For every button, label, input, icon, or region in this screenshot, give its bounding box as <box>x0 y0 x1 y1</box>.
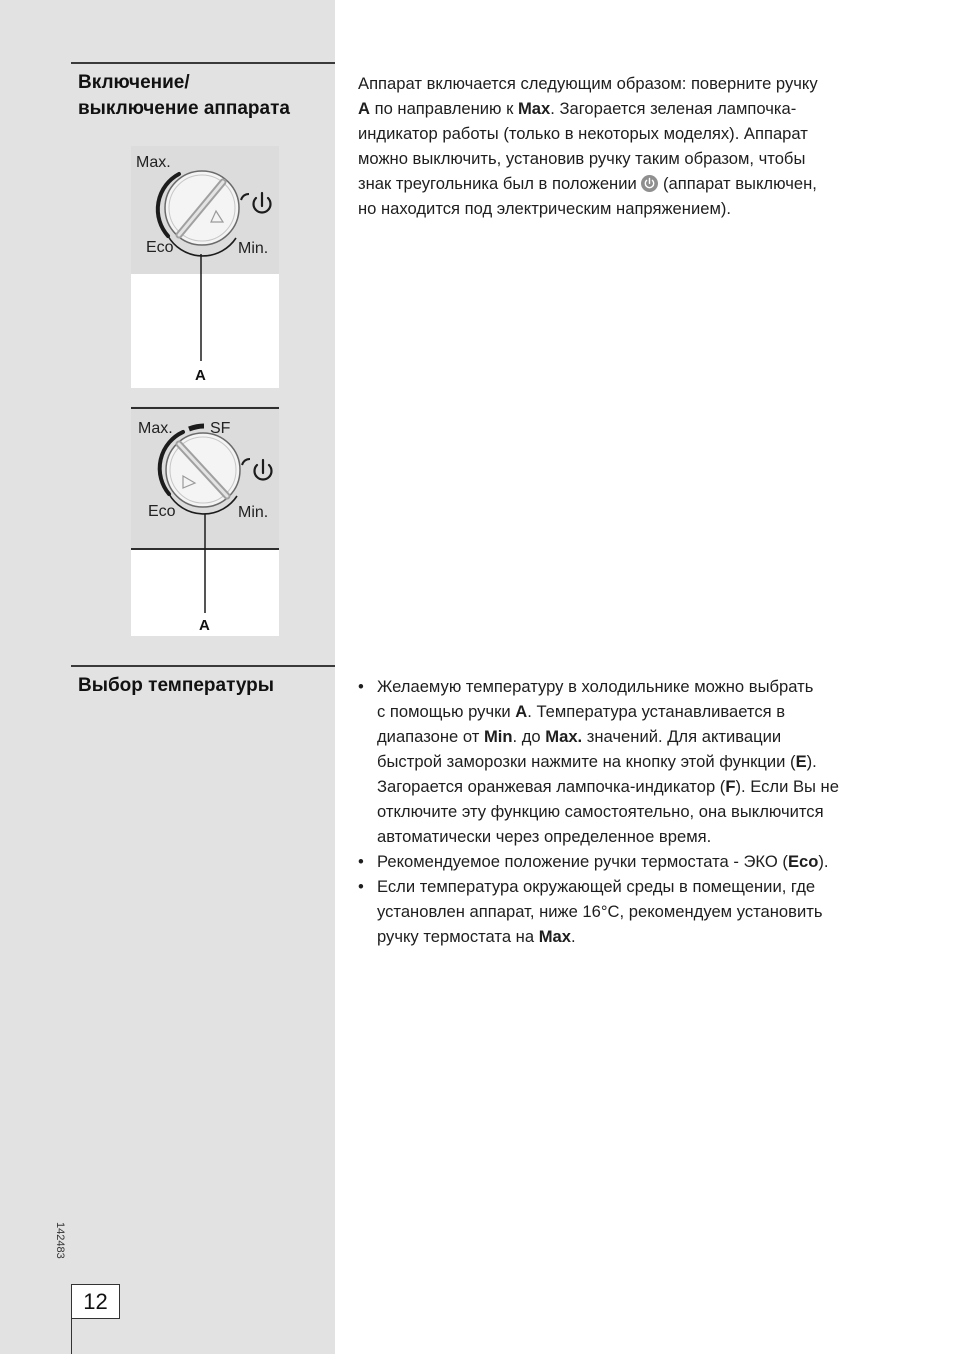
label-min: Min. <box>238 504 269 521</box>
bullet-item: • Если температура окружающей среды в помещении, где установлен аппарат, ниже 16°C, рекомендуем установить ручку термостата на Max. <box>358 874 898 949</box>
temp-bullet-list <box>358 674 898 949</box>
label-sf: SF <box>210 420 231 437</box>
page-number: 12 <box>71 1284 120 1319</box>
label-a: A <box>199 617 210 634</box>
section-rule-temp <box>71 665 335 667</box>
power-off-icon <box>641 175 658 192</box>
page-number-stem <box>71 1318 72 1354</box>
bullet-item: • Рекомендуемое положение ручки термостата - ЭКО (Eco). <box>358 849 898 874</box>
label-max: Max. <box>136 154 171 171</box>
document-code: 142483 <box>54 1222 66 1259</box>
label-eco: Eco <box>146 239 174 256</box>
section-rule-power <box>71 62 335 64</box>
section-title-temp: Выбор температуры <box>78 675 274 696</box>
power-paragraph: Аппарат включается следующим образом: поверните ручку A по направлению к Max. Загорается зеленая лампочка- индикатор работы (только в некоторых моделях). Аппарат можно выключить, установив ручку таким образом, чтобы знак треугольника был в положении (аппарат выключен, но находится под электрическим напряжением). <box>358 74 818 218</box>
thermostat-diagram-1 <box>131 146 279 390</box>
bullet-item: • Желаемую температуру в холодильнике можно выбрать с помощью ручки A. Температура устанавливается в диапазоне от Min. до Max. значений. Для активации быстрой заморозки нажмите на кнопку этой функции (E). Загорается оранжевая лампочка-индикатор (F). Если Вы не отключите эту функцию самостоятельно, она выключится автоматически через определенное время. <box>358 674 898 849</box>
section-title-power <box>78 70 290 122</box>
label-eco: Eco <box>148 503 176 520</box>
label-max: Max. <box>138 420 173 437</box>
label-a: A <box>195 367 206 384</box>
title-line-2: выключение аппарата <box>78 98 290 119</box>
title-line-1: Включение/ <box>78 72 190 93</box>
label-min: Min. <box>238 240 269 257</box>
sf-segment <box>189 426 204 429</box>
thermostat-diagram-2 <box>131 406 279 636</box>
